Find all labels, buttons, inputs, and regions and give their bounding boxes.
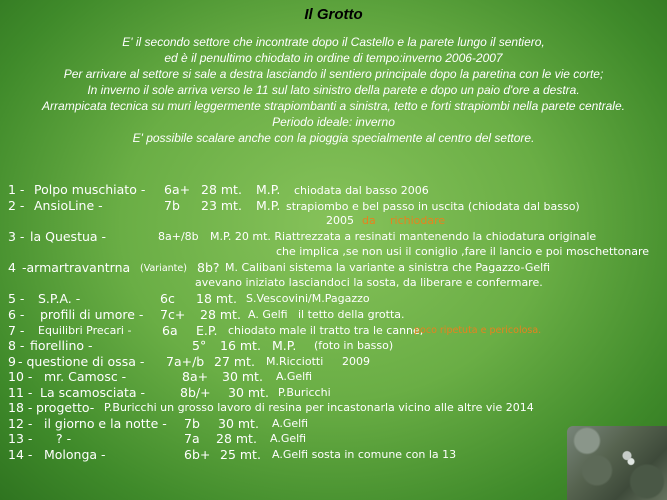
route-name: mr. Camosc - [44,369,127,384]
route-number: 2 - [8,198,25,213]
route-author: P.Buricchi [278,386,331,399]
route-grade: 7a [184,431,200,446]
route-grade: 7b [164,198,180,213]
route-note-warning: richiodare [390,214,446,227]
route-grade: 8a+/8b [158,230,199,243]
intro-line: Periodo ideale: inverno [272,115,395,129]
route-grade: 6a+ [164,182,191,197]
route-note: chiodato male il tratto tra le canne, [228,324,424,337]
route-note: il tetto della grotta. [298,308,405,321]
route-warning: poco ripetuta e pericolosa. [414,325,542,336]
route-length: 23 mt. [201,198,242,213]
route-text: M.P. 20 mt. Riattrezzata a resinati mantenendo la chiodatura originale [210,230,597,243]
route-length: 28 mt. [216,431,257,446]
route-note: avevano iniziato lasciandoci la sosta, da liberare e confermare. [195,276,543,289]
route-grade: 6b+ [184,447,211,462]
route-number: 11 - [8,385,33,400]
route-number: 4 [8,260,16,275]
route-note-warning: da [362,214,376,227]
route-number: 9 [8,354,16,369]
route-variant: (Variante) [140,263,187,274]
route-grade: 8b/+ [180,385,211,400]
route-note: (foto in basso) [314,339,394,352]
route-name: La scamosciata - [40,385,146,400]
route-text: P.Buricchi un grosso lavoro di resina per incastonarla vicino alle altre vie 2014 [104,401,534,414]
route-year: 2009 [342,355,370,368]
page-title: Il Grotto [304,6,363,23]
route-number: 12 - [8,416,33,431]
intro-line: E' possibile scalare anche con la pioggia specialmente al centro del settore. [132,131,535,145]
route-note: strapiombo e bel passo in uscita (chiodata dal basso) [286,200,580,213]
route-grade: 6c [160,291,175,306]
intro-line: Arrampicata tecnica su muri leggermente strapiombanti a sinistra, tetto e forti strapiombi nella parete centrale. [42,99,625,113]
route-length: 27 mt. [214,354,255,369]
route-number: 8 - [8,338,25,353]
route-name: profili di umore - [40,307,144,322]
intro-text [0,34,667,146]
route-author: S.Vescovini/M.Pagazzo [246,292,370,305]
route-number: 13 - [8,431,33,446]
route-note: chiodata dal basso 2006 [294,184,429,197]
route-grade: 8b? [197,260,220,275]
route-length: 18 mt. [196,291,237,306]
route-name: Equilibri Precari - [38,324,132,337]
route-name: la Questua - [30,229,107,244]
route-name: AnsioLine - [34,198,103,213]
route-author: A.Gelfi sosta in comune con la 13 [272,448,457,461]
route-author: A. Gelfi [248,308,288,321]
route-author: M.Ricciotti [266,355,324,368]
route-author: M.P. [272,338,297,353]
route-length: 28 mt. [201,182,242,197]
route-name: Molonga - [44,447,106,462]
route-author: A.Gelfi [276,370,313,383]
route-text: M. Calibani sistema la variante a sinistra che Pagazzo-Gelfi [225,261,551,274]
route-length: 16 mt. [220,338,261,353]
intro-line: In inverno il sole arriva verso le 11 sul lato sinistro della parete e dopo un paio d'ore a destra. [87,83,580,97]
route-number: 6 - [8,307,25,322]
route-name: -armartravantrna [22,260,131,275]
route-length: 30 mt. [222,369,263,384]
route-name: - questione di ossa - [18,354,145,369]
route-name: il giorno e la notte - [44,416,167,431]
route-length: 30 mt. [228,385,269,400]
route-name: S.P.A. - [38,291,81,306]
rock-photo [567,426,667,500]
route-grade: 7b [184,416,200,431]
route-length: 30 mt. [218,416,259,431]
route-author: E.P. [196,323,218,338]
route-length: 25 mt. [220,447,261,462]
route-number: 14 - [8,447,33,462]
route-name: progetto- [36,400,95,415]
intro-line: Per arrivare al settore si sale a destra lasciando il sentiero principale dopo la paretina con le vie corte; [63,67,604,81]
route-note: che implica ,se non usi il coniglio ,fare il lancio e poi moschettonare [276,245,650,258]
route-number: 5 - [8,291,25,306]
route-number: 7 - [8,323,25,338]
route-grade: 7c+ [160,307,186,322]
route-length: 28 mt. [200,307,241,322]
intro-line: E' il secondo settore che incontrate dopo il Castello e la parete lungo il sentiero, [122,35,545,49]
route-grade: 5° [192,338,207,353]
route-name: fiorellino - [30,338,93,353]
route-name: ? - [56,431,72,446]
route-grade: 7a+/b [166,354,205,369]
intro-line: ed è il penultimo chiodato in ordine di tempo:inverno 2006-2007 [164,51,503,65]
route-author: M.P. [256,198,281,213]
route-number: 3 - [8,229,25,244]
route-grade: 8a+ [182,369,209,384]
route-grade: 6a [162,323,178,338]
route-name: Polpo muschiato - [34,182,146,197]
route-number: 18 - [8,400,33,415]
route-number: 1 - [8,182,25,197]
route-author: A.Gelfi [270,432,307,445]
route-author: M.P. [256,182,281,197]
route-note-year: 2005 [326,214,354,227]
route-author: A.Gelfi [272,417,309,430]
route-number: 10 - [8,369,33,384]
